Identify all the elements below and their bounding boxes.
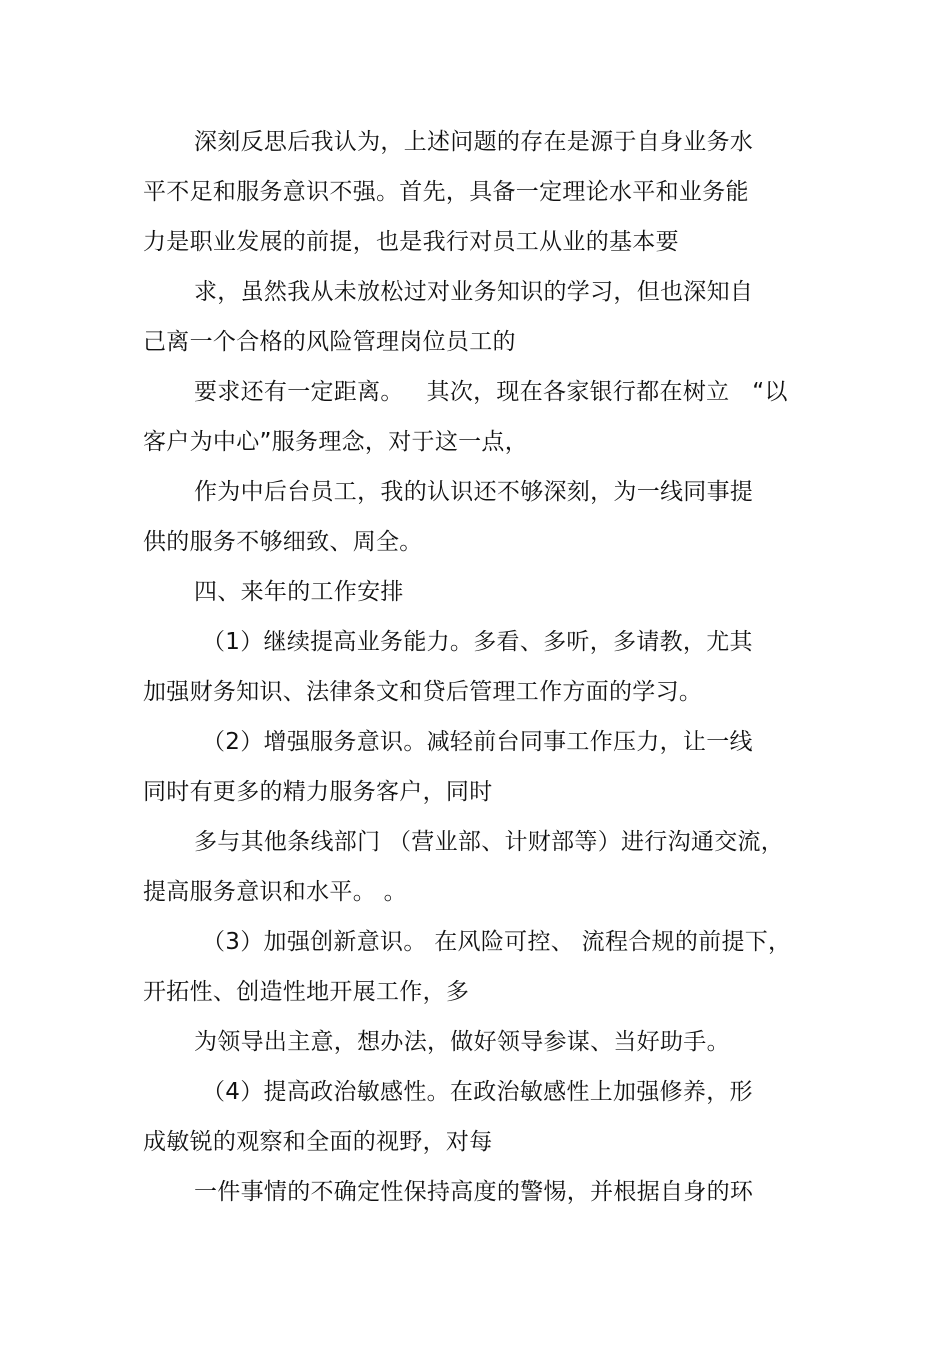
text-line: 深刻反思后我认为，上述问题的存在是源于自身业务水 — [194, 129, 754, 155]
text-line: 要求还有一定距离。 其次，现在各家银行都在树立 “以 — [194, 379, 788, 405]
list-item-3: （3）加强创新意识。 在风险可控、 流程合规的前提下， — [202, 929, 792, 955]
text-line: 供的服务不够细致、周全。 — [143, 529, 423, 555]
text-line: 加强财务知识、法律条文和贷后管理工作方面的学习。 — [143, 679, 703, 705]
text-line: 求，虽然我从未放松过对业务知识的学习，但也深知自 — [194, 279, 754, 305]
list-item-4: （4）提高政治敏感性。在政治敏感性上加强修养，形 — [202, 1079, 753, 1105]
text-line: 客户为中心”服务理念，对于这一点， — [143, 429, 529, 455]
text-line: 提高服务意识和水平。 。 — [143, 879, 407, 905]
text-line: 为领导出主意，想办法，做好领导参谋、当好助手。 — [194, 1029, 730, 1055]
section-heading: 四、来年的工作安排 — [194, 579, 404, 605]
text-line: 平不足和服务意识不强。首先，具备一定理论水平和业务能 — [143, 179, 749, 205]
list-item-2: （2）增强服务意识。减轻前台同事工作压力，让一线 — [202, 729, 753, 755]
text-line: 一件事情的不确定性保持高度的警惕，并根据自身的环 — [194, 1179, 754, 1205]
text-line: 同时有更多的精力服务客户，同时 — [143, 779, 493, 805]
text-line: 己离一个合格的风险管理岗位员工的 — [143, 329, 516, 355]
text-line: 力是职业发展的前提，也是我行对员工从业的基本要 — [143, 229, 679, 255]
text-line: 多与其他条线部门 （营业部、计财部等）进行沟通交流， — [194, 829, 785, 855]
text-line: 开拓性、创造性地开展工作，多 — [143, 979, 470, 1005]
text-line: 作为中后台员工，我的认识还不够深刻，为一线同事提 — [194, 479, 754, 505]
list-item-1: （1）继续提高业务能力。多看、多听，多请教，尤其 — [202, 629, 753, 655]
text-line: 成敏锐的观察和全面的视野，对每 — [143, 1129, 493, 1155]
